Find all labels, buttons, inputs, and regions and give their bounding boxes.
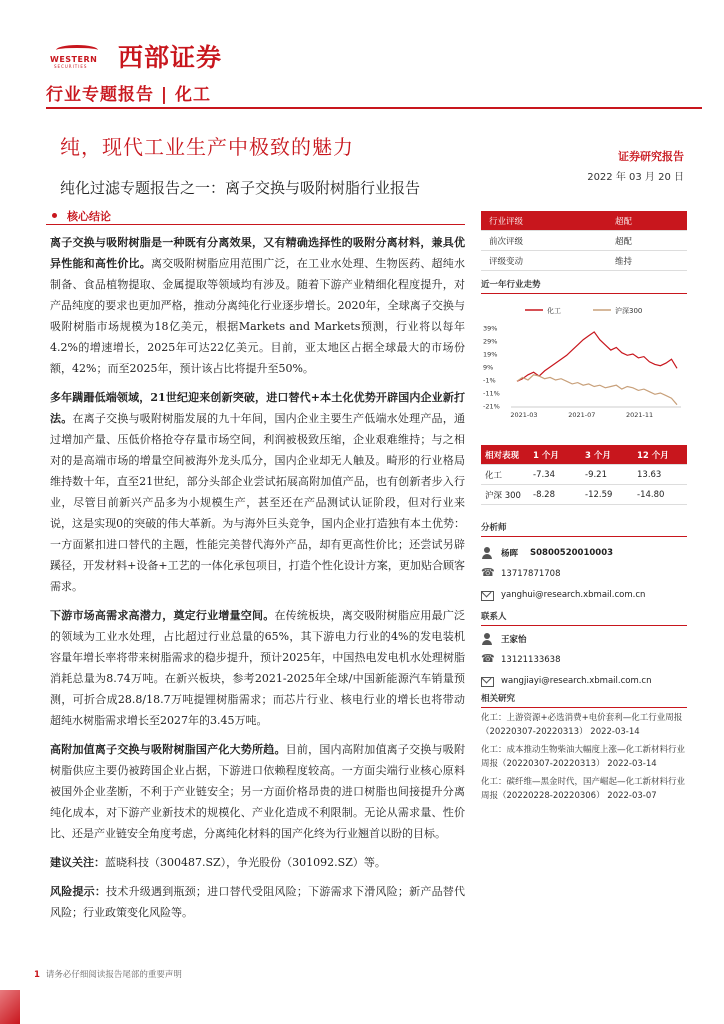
- relative-performance-table: [481, 445, 687, 505]
- industry-trend-chart: [481, 300, 687, 425]
- x-tick-label: 2021-11: [626, 411, 654, 419]
- legend-label-chemical: 化工: [547, 307, 561, 315]
- user-icon: [481, 633, 493, 645]
- report-label: 证券研究报告: [618, 150, 684, 163]
- list-item[interactable]: 化工：碳纤维—黑金时代，国产崛起—化工新材料行业周报（20220228-20220306） 2022-03-07: [481, 777, 686, 801]
- related-heading: 相关研究: [481, 692, 687, 708]
- analyst-phone: 13717871708: [501, 568, 561, 579]
- series-line-hs300: [517, 375, 677, 405]
- contact-name: 王家怡: [501, 634, 527, 645]
- table-row: 沪深 300 -8.28 -12.59 -14.80: [481, 485, 687, 505]
- analyst-heading: 分析师: [481, 521, 687, 537]
- y-tick-label: -1%: [483, 376, 496, 385]
- paragraph: 离子交换与吸附树脂是一种既有分离效果，又有精确选择性的吸附分离材料，兼具优异性能和高性价比。离交吸附树脂应用范围广泛，在工业水处理、生物医药、超纯水制备、食品植物提取、金属提取等领域均有涉及。随着下游产业精细化程度提升，对产品纯度的要求也更加严格，推动分离纯化行业逐步增长。2020年，全球离子交换与吸附树脂市场规模为18亿美元，根据Markets and Markets预测，行业将以每年4.2%的增速增长，2025年可达22亿美元。目前，亚太地区占据全球最大的市场份额，42%；而至2025年，预计该占比将提升至50%。: [50, 236, 465, 375]
- phone-icon: [481, 654, 493, 666]
- table-row: 行业评级 超配: [481, 211, 687, 231]
- page-number: 1: [34, 970, 40, 980]
- series-line-chemical: [517, 332, 677, 381]
- logo-cn-text: 西部证券: [118, 43, 223, 72]
- western-logo-icon: WESTERN SECURITIES: [46, 43, 108, 69]
- trend-title: 近一年行业走势: [481, 278, 687, 294]
- header-divider: [46, 107, 702, 109]
- table-row: 评级变动 维持: [481, 251, 687, 271]
- contact-phone: 13121133638: [501, 654, 561, 665]
- mail-icon: [481, 589, 493, 601]
- page-title: 纯，现代工业生产中极致的魅力: [60, 135, 354, 159]
- report-type: 行业专题报告 | 化工: [46, 85, 212, 105]
- core-heading-text: 核心结论: [67, 209, 111, 223]
- related-list: [481, 711, 687, 807]
- analyst-email[interactable]: yanghui@research.xbmail.com.cn: [501, 589, 646, 600]
- table-row: 化工 -7.34 -9.21 13.63: [481, 465, 687, 485]
- x-tick-label: 2021-03: [510, 411, 538, 419]
- legend-label-hs300: 沪深300: [615, 307, 643, 315]
- contact-info: [481, 628, 687, 691]
- y-tick-label: 39%: [483, 324, 498, 333]
- corner-decoration: [0, 990, 20, 1024]
- core-heading: [46, 207, 465, 225]
- paragraph: 高附加值离子交换与吸附树脂国产化大势所趋。目前，国内高附加值离子交换与吸附树脂供应主要仍被跨国企业占据，下游进口依赖程度较高。一方面尖端行业核心原料被国外企业垄断，不利于产业链安全；另一方面价格昂贵的进口树脂也间接提升分离纯化成本，对下游产业新技术的规模化、产业化造成不利限制。无论从需求量、性价比、还是产业链安全角度考虑，分离纯化材料的国产化终为行业翘首以盼的目标。: [50, 743, 466, 840]
- bullet-icon: [52, 213, 57, 218]
- contact-heading: 联系人: [481, 610, 687, 626]
- y-tick-label: 19%: [483, 350, 498, 359]
- page-footer: [34, 968, 182, 980]
- recommendation: 建议关注：蓝晓科技（300487.SZ），争光股份（301092.SZ）等。: [50, 856, 386, 869]
- contact-email[interactable]: wangjiayi@research.xbmail.com.cn: [501, 675, 652, 686]
- paragraph: 多年蹒跚低端领域，21世纪迎来创新突破，进口替代+本土化优势开辟国内企业新打法。在离子交换与吸附树脂发展的九十年间，国内企业主要生产低端水处理产品，通过增加产量、压低价格抢夺存量市场空间，利润被极致压缩，企业艰难维持；与之相对的是高端市场的增量空间被海外龙头瓜分，国内企业却无人触及。畸形的行业格局维持数十年，直至21世纪，部分头部企业尝试拓展高附加值产品，也有创新者步入行业，尽管目前新兴产品多为小规模生产，甚至还在产品测试认证阶段，但对行业来说，这是实现0的突破的伟大革新。为与海外巨头竞争，国内企业打造独有本土优势：一方面紧扣进口替代的主题，性能完美替代海外产品，却有更高性价比；还尝试另辟蹊径，开发材料+设备+工艺的一体化承包项目，打造个性化设计方案，更加贴合顾客需求。: [50, 391, 466, 593]
- mail-icon: [481, 675, 493, 687]
- analyst-name: 杨晖: [501, 548, 519, 559]
- core-body: [50, 232, 465, 931]
- risk-warning: 风险提示：技术升级遇到瓶颈；进口替代受阻风险；下游需求下滑风险；新产品替代风险；行业政策变化风险等。: [50, 885, 466, 919]
- table-header: 相对表现 1 个月 3 个月 12 个月: [481, 445, 687, 465]
- trend-chart-svg: [481, 300, 687, 425]
- paragraph: 下游市场高需求高潜力，奠定行业增量空间。在传统板块，离交吸附树脂应用最广泛的领域为工业水处理，占比超过行业总量的65%，其下游电力行业的4%的发电装机容量年增长率将带来树脂需求的稳步提升，预计2025年，中国热电发电机水处理树脂消耗总量为8.74万吨。在新兴板块，参考2021-2025年全球/中国新能源汽车销量预测，可折合成28.8/18.7万吨提锂树脂需求；而芯片行业、核电行业的增长也将带动超纯水树脂需求增长至2027年的3.45万吨。: [50, 609, 466, 727]
- rating-table: [481, 211, 687, 271]
- y-tick-label: -21%: [483, 402, 500, 411]
- footer-disclaimer: 请务必仔细阅读报告尾部的重要声明: [45, 970, 182, 980]
- y-tick-label: 29%: [483, 337, 498, 346]
- analyst-cert: S0800520010003: [530, 547, 614, 558]
- phone-icon: [481, 568, 493, 580]
- list-item[interactable]: 化工：成本推动生物柴油大幅度上涨—化工新材料行业周报（20220307-20220313） 2022-03-14: [481, 745, 686, 769]
- x-tick-label: 2021-07: [568, 411, 596, 419]
- page-subtitle: 纯化过滤专题报告之一：离子交换与吸附树脂行业报告: [60, 179, 421, 197]
- y-tick-label: -11%: [483, 389, 500, 398]
- user-icon: [481, 547, 493, 559]
- company-logo: [46, 38, 222, 74]
- report-date: 2022 年 03 月 20 日: [587, 172, 684, 183]
- y-tick-label: 9%: [483, 363, 494, 372]
- analyst-info: [481, 542, 687, 605]
- table-row: 前次评级 超配: [481, 231, 687, 251]
- list-item[interactable]: 化工：上游资源+必选消费+电价套利—化工行业周报（20220307-20220313） 2022-03-14: [481, 713, 683, 737]
